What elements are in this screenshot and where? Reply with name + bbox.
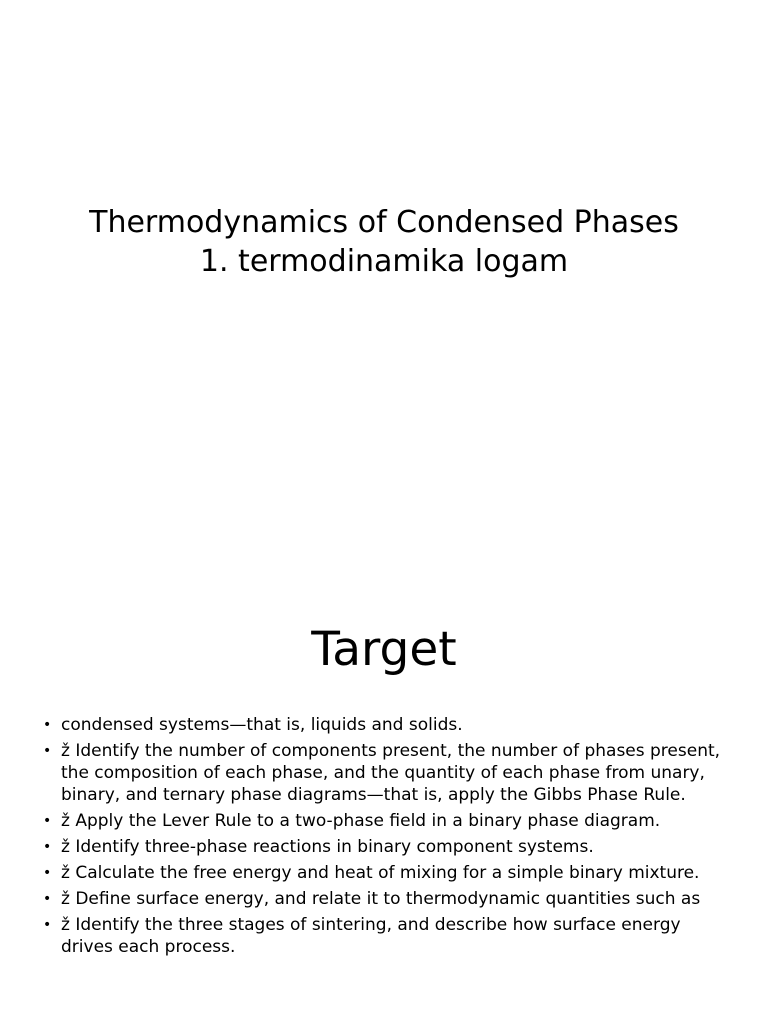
list-item-text: ž Identify three-phase reactions in binary component systems. bbox=[61, 837, 594, 857]
list-item-text: ž Identify the three stages of sintering, and describe how surface energy drives each process. bbox=[61, 915, 681, 957]
section-heading-target: Target bbox=[311, 622, 457, 677]
list-item bbox=[41, 862, 731, 884]
list-item bbox=[41, 714, 731, 736]
list-item bbox=[41, 914, 731, 958]
list-item bbox=[41, 888, 731, 910]
list-item bbox=[41, 740, 731, 806]
list-item-text: ž Apply the Lever Rule to a two-phase field in a binary phase diagram. bbox=[61, 811, 661, 831]
target-bullet-list bbox=[41, 714, 731, 962]
slide-title-line-2: 1. termodinamika logam bbox=[199, 244, 569, 279]
list-item-text: ž Identify the number of components present, the number of phases present, the composition of each phase, and the quantity of each phase from unary, binary, and ternary phase diagrams—that is, apply the Gibbs Phase Rule. bbox=[61, 741, 721, 805]
bullet-icon: • bbox=[43, 891, 52, 907]
list-item-text: ž Define surface energy, and relate it to thermodynamic quantities such as bbox=[61, 889, 701, 909]
bullet-icon: • bbox=[43, 865, 52, 881]
bullet-icon: • bbox=[43, 839, 52, 855]
slide-title-line-1: Thermodynamics of Condensed Phases bbox=[89, 205, 679, 240]
bullet-icon: • bbox=[43, 813, 52, 829]
list-item-text: condensed systems—that is, liquids and solids. bbox=[61, 715, 463, 735]
bullet-icon: • bbox=[43, 743, 52, 759]
slide-title bbox=[0, 203, 768, 281]
list-item-text: ž Calculate the free energy and heat of mixing for a simple binary mixture. bbox=[61, 863, 700, 883]
bullet-icon: • bbox=[43, 917, 52, 933]
list-item bbox=[41, 836, 731, 858]
bullet-icon: • bbox=[43, 717, 52, 733]
list-item bbox=[41, 810, 731, 832]
